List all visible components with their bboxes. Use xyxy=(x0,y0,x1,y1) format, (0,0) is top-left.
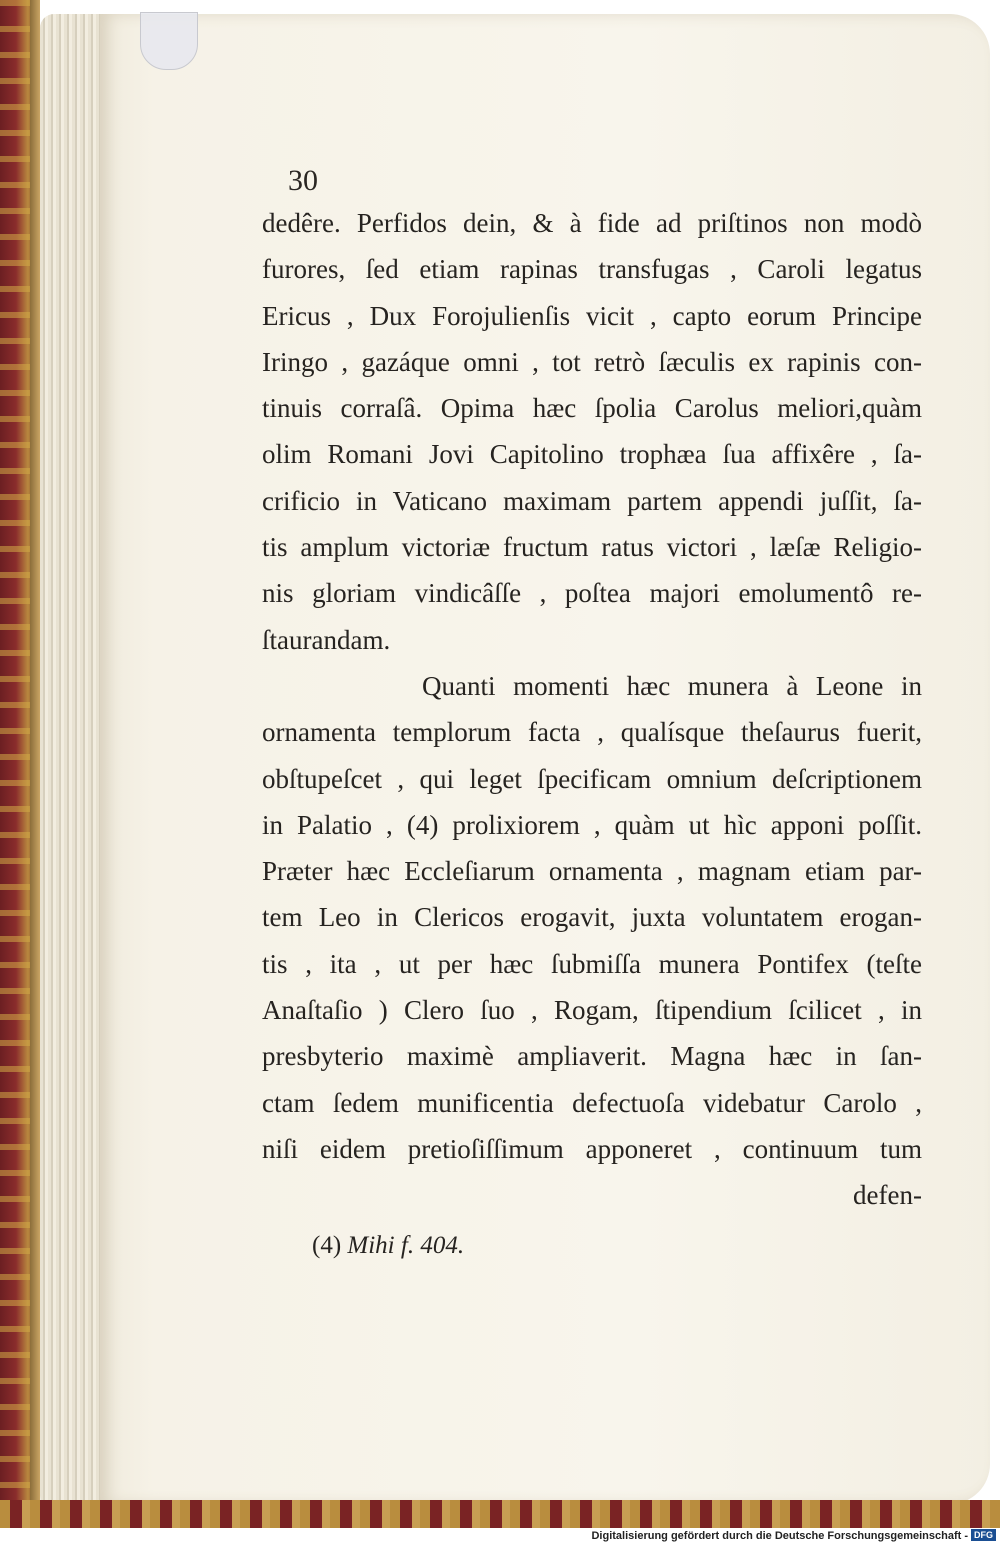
body-text xyxy=(262,200,922,1219)
text-line: ornamenta templorum facta , qualísque theſaurus fuerit, xyxy=(262,717,922,748)
text-line: in Palatio , (4) prolixiorem , quàm ut hìc apponi poſſit. xyxy=(262,809,922,840)
page-number: 30 xyxy=(288,164,318,197)
text-line: tis amplum victoriæ fructum ratus victori , læſæ Religio- xyxy=(262,532,922,563)
text-line: tis , ita , ut per hæc ſubmiſſa munera Pontifex (teſte xyxy=(262,948,922,979)
dfg-logo-icon: DFG xyxy=(971,1529,996,1541)
text-line: olim Romani Jovi Capitolino trophæa ſua affixêre , ſa- xyxy=(262,439,922,470)
credit-text: Digitalisierung gefördert durch die Deutsche Forschungsgemeinschaft - xyxy=(591,1530,968,1542)
text-line: Iringo , gazáque omni , tot retrò ſæculis ex rapinis con- xyxy=(262,346,922,377)
credit-bar xyxy=(0,1528,1000,1545)
page-tab-marker xyxy=(140,12,198,70)
text-line: dedêre. Perfidos dein, & à fide ad priſtinos non modò xyxy=(262,208,922,238)
catchword: defen- xyxy=(853,1180,922,1211)
text-line: tinuis corraſâ. Opima hæc ſpolia Carolus meliori,quàm xyxy=(262,393,922,424)
footnote-marker: (4) xyxy=(312,1232,342,1259)
text-line: presbyterio maximè ampliaverit. Magna hæc in ſan- xyxy=(262,1041,922,1072)
text-line: nis gloriam vindicâſſe , poſtea majori emolumentô re- xyxy=(262,578,922,609)
text-line: furores, ſed etiam rapinas transfugas , Caroli legatus xyxy=(262,254,922,285)
text-line: obſtupeſcet , qui leget ſpecificam omnium deſcriptionem xyxy=(262,763,922,794)
text-line: crificio in Vaticano maximam partem appendi juſſit, ſa- xyxy=(262,485,922,516)
footnote-text: Mihi f. 404. xyxy=(347,1232,465,1259)
text-line: tem Leo in Clericos erogavit, juxta voluntatem erogan- xyxy=(262,902,922,933)
text-line: Ericus , Dux Forojulienſis vicit , capto eorum Principe xyxy=(262,300,922,331)
text-line: Præter hæc Eccleſiarum ornamenta , magnam etiam par- xyxy=(262,856,922,887)
text-line: niſi eidem pretioſiſſimum apponeret , continuum tum xyxy=(262,1133,922,1164)
binding-bottom-border xyxy=(0,1500,1000,1528)
footnote xyxy=(312,1232,464,1260)
text-line: Quanti momenti hæc munera à Leone in xyxy=(422,670,922,701)
book-binding xyxy=(0,0,40,1528)
text-line: ſtaurandam. xyxy=(262,624,391,655)
text-line: ctam ſedem munificentia defectuoſa videbatur Carolo , xyxy=(262,1087,922,1118)
text-line: Anaſtaſio ) Clero ſuo , Rogam, ſtipendium ſcilicet , in xyxy=(262,995,922,1026)
